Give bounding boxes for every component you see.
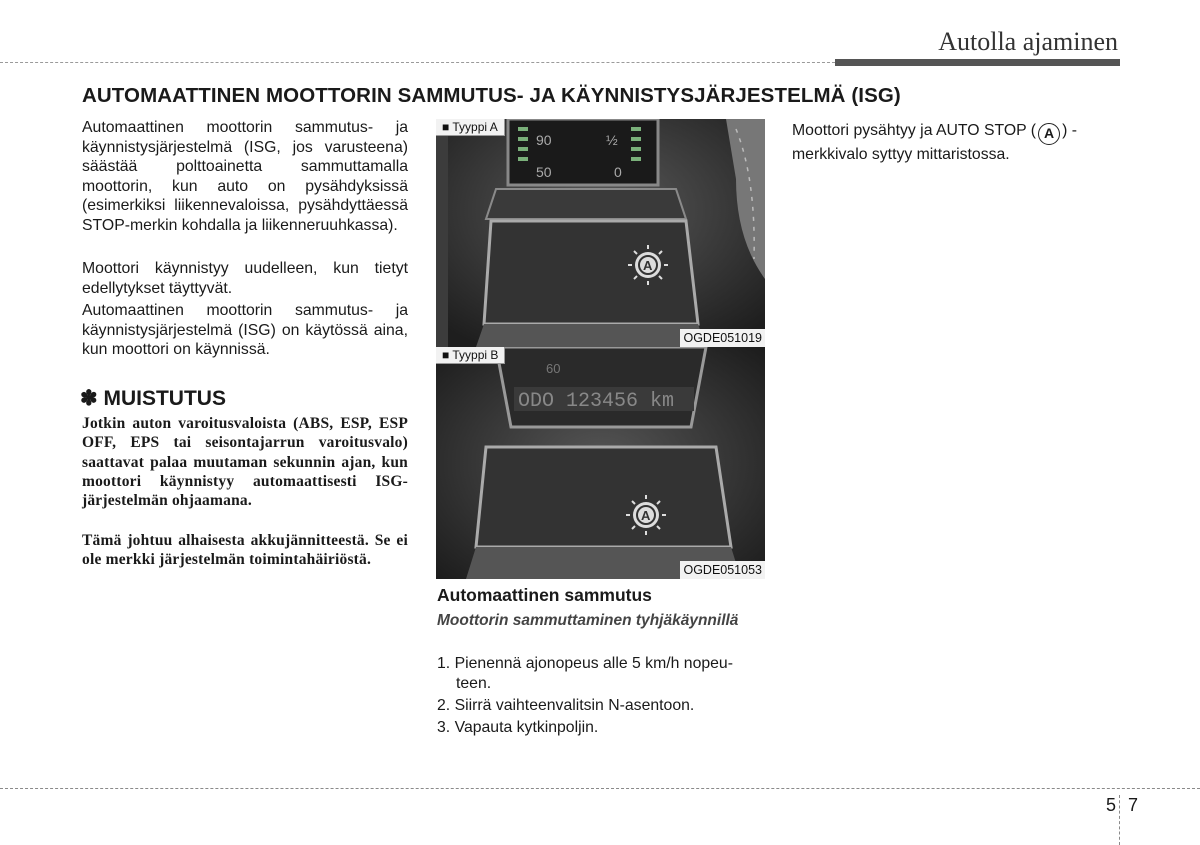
step-text: Pienennä ajonopeus alle 5 km/h nopeu- bbox=[454, 655, 733, 672]
auto-stop-text-before: Moottori pysähtyy ja AUTO STOP ( bbox=[792, 122, 1037, 139]
note-heading bbox=[80, 386, 226, 411]
intro-paragraph-2: Moottori käynnistyy uudelleen, kun tietyt edellytykset täyttyvät. bbox=[82, 260, 408, 297]
figure-label-b: ■ Tyyppi B bbox=[436, 347, 505, 364]
figure-type-a bbox=[436, 119, 765, 347]
step-1 bbox=[437, 654, 767, 693]
step-number: 2. bbox=[437, 697, 451, 714]
page-section-number: 5 bbox=[1106, 795, 1117, 815]
figure-code-a: OGDE051019 bbox=[680, 329, 765, 347]
header-dashed-rule bbox=[0, 62, 835, 63]
gauge-label-90: 90 bbox=[536, 132, 552, 148]
auto-stop-icon: A bbox=[1038, 123, 1060, 145]
figure-type-b bbox=[436, 347, 765, 579]
running-header: Autolla ajaminen bbox=[938, 27, 1118, 56]
note-text-2: Tämä johtuu alhaisesta akkujännitteestä. Se ei ole merkki järjestelmän toimintahäiriöstä. bbox=[82, 532, 408, 569]
step-number: 1. bbox=[437, 655, 451, 672]
page-title: AUTOMAATTINEN MOOTTORIN SAMMUTUS- JA KÄYNNISTYSJÄRJESTELMÄ (ISG) bbox=[82, 84, 901, 107]
cluster-illustration-b bbox=[436, 347, 765, 579]
auto-stop-text-after: ) -merkkivalo syttyy mittaristossa. bbox=[792, 122, 1077, 163]
footer-divider bbox=[1119, 795, 1120, 845]
figure-code-b: OGDE051053 bbox=[680, 561, 765, 579]
step-number: 3. bbox=[437, 719, 451, 736]
section-subtitle: Moottorin sammuttaminen tyhjäkäynnillä bbox=[437, 612, 739, 629]
gauge-label-0: 0 bbox=[614, 164, 622, 180]
note-symbol-icon: ✽ bbox=[80, 387, 98, 410]
step-text-continued: teen. bbox=[456, 674, 492, 692]
auto-stop-description bbox=[792, 121, 1122, 165]
note-text-1: Jotkin auton varoitusvaloista (ABS, ESP, ESP OFF, EPS tai seisontajarrun varoitusvalo) saattavat palaa muutaman sekunnin ajan, kun moottori käynnistyy automaattisesti ISG-järjestelmän ohjaamana. bbox=[82, 415, 408, 510]
gauge-label-50: 50 bbox=[536, 164, 552, 180]
header-rule bbox=[835, 59, 1120, 66]
svg-text:A: A bbox=[641, 508, 651, 523]
step-text: Vapauta kytkinpoljin. bbox=[454, 719, 599, 736]
footer-dashed-rule bbox=[0, 788, 1200, 789]
gauge-label-half: ½ bbox=[606, 132, 618, 148]
intro-paragraph-1: Automaattinen moottorin sammutus- ja käynnistysjärjestelmä (ISG, jos varusteena) säästää polttoainetta sammuttamalla moottorin, kun auto on pysähdyksissä (esimerkiksi liikennevaloissa, pysähdyttäessä STOP-merkin kohdalla ja liikenneruuhkassa). bbox=[82, 119, 408, 234]
odometer-readout: ODO 123456 km bbox=[518, 390, 675, 413]
step-3 bbox=[437, 718, 598, 738]
intro-paragraph-3: Automaattinen moottorin sammutus- ja käynnistysjärjestelmä (ISG) on käytössä aina, kun moottori on käynnissä. bbox=[82, 302, 408, 358]
step-2 bbox=[437, 696, 694, 716]
cluster-illustration-a bbox=[436, 119, 765, 347]
figure-label-a: ■ Tyyppi A bbox=[436, 119, 505, 136]
display-top-value: 60 bbox=[546, 361, 561, 376]
page-number: 7 bbox=[1128, 795, 1139, 815]
svg-text:A: A bbox=[643, 258, 653, 273]
note-title: MUISTUTUS bbox=[103, 387, 226, 410]
section-title: Automaattinen sammutus bbox=[437, 585, 652, 605]
step-text: Siirrä vaihteenvalitsin N-asentoon. bbox=[454, 697, 695, 714]
